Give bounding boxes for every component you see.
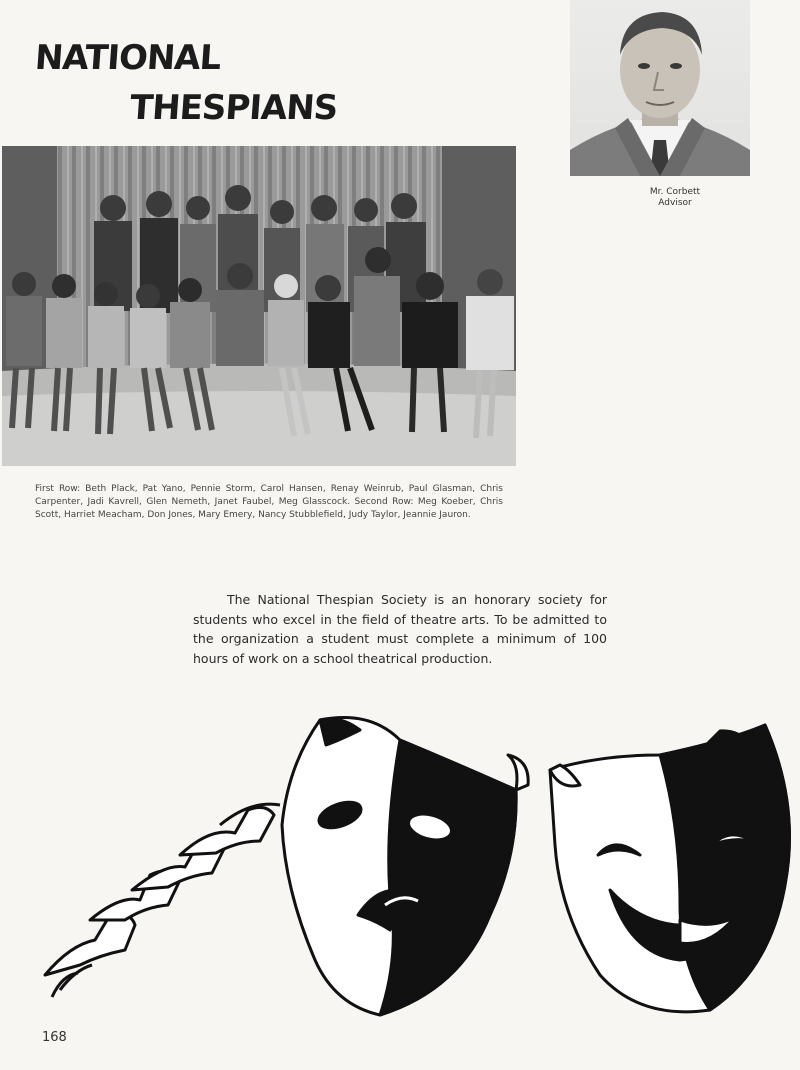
advisor-name: Mr. Corbett xyxy=(649,187,701,197)
advisor-caption xyxy=(570,187,780,209)
society-description: The National Thespian Society is an honorary society for students who excel in the field of theatre arts. To be admitted to the organization a student must complete a minimum of 100 hours of work on a school theatrical production. xyxy=(193,592,607,666)
group-photo xyxy=(2,146,516,466)
advisor-role: Advisor xyxy=(658,198,692,208)
advisor-photo xyxy=(570,0,750,176)
comedy-tragedy-masks-icon xyxy=(40,715,800,1029)
roster-caption: First Row: Beth Plack, Pat Yano, Pennie Storm, Carol Hansen, Renay Weinrub, Paul Glasman, Chris Carpenter, Jadi Kavrell, Glen Nemeth, Janet Faubel, Meg Glasscock. Second Row: Meg Koeber, Chris Scott, Harriet Meacham, Don Jones, Mary Emery, Nancy Stubblefield, Judy Taylor, Jeannie Jauron. xyxy=(35,484,503,520)
page-title-line1: NATIONAL xyxy=(33,38,222,78)
page-title-line2: THESPIANS xyxy=(128,88,339,128)
page-number: 168 xyxy=(42,1030,67,1045)
